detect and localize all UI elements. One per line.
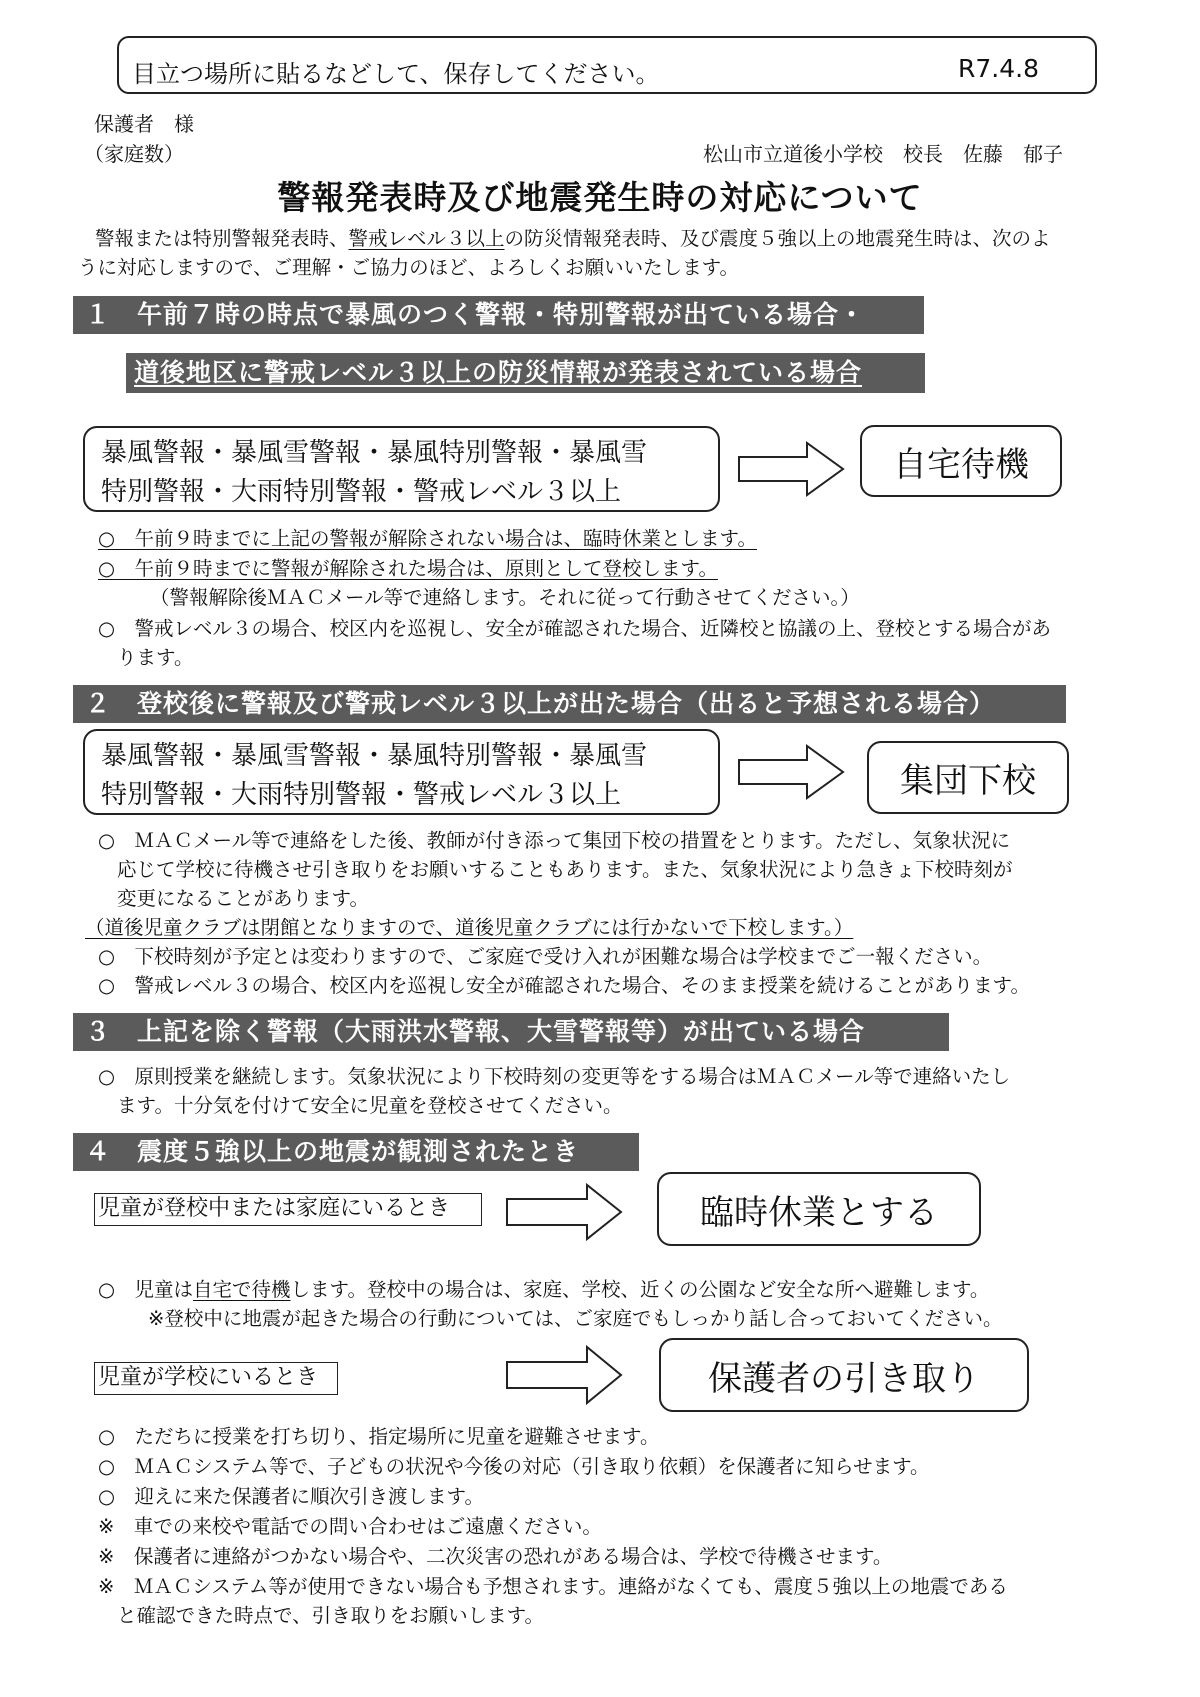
section2-club-note — [85, 913, 853, 943]
case2-item: ○ ただちに授業を打ち切り、指定場所に児童を避難させます。 — [98, 1425, 660, 1448]
right-arrow-icon — [505, 1345, 625, 1405]
case1-bullet-underlined: 自宅で待機 — [193, 1278, 291, 1301]
section2-warning-box — [83, 729, 720, 815]
case1-bullet-text-a: ○ 児童は — [98, 1278, 194, 1301]
section2-bullet-1: ○ ＭＡＣメール等で連絡をした後、教師が付き添って集団下校の措置をとります。ただし、気象状況に — [98, 829, 1011, 852]
section2-result: 集団下校 — [867, 741, 1069, 814]
case1-bullet-text-b: します。登校中の場合は、家庭、学校、近くの公園など安全な所へ避難します。 — [290, 1278, 990, 1301]
right-arrow-icon — [737, 744, 847, 800]
warning-line: 特別警報・大雨特別警報・警戒レベル３以上 — [101, 477, 622, 507]
right-arrow-icon — [737, 441, 847, 497]
intro-line-2: うに対応しますので、ご理解・ご協力のほど、よろしくお願いいたします。 — [78, 256, 740, 279]
section1-subheading: 道後地区に警戒レベル３以上の防災情報が発表されている場合 — [126, 353, 925, 393]
case1-note: ※登校中に地震が起きた場合の行動については、ご家庭でもしっかり話し合っておいてください。 — [148, 1307, 1003, 1330]
recipient: 保護者 様 — [94, 112, 194, 136]
section1-bullet-3-cont: ります。 — [117, 646, 194, 669]
section3-heading: ３ 上記を除く警報（大雨洪水警報、大雪警報等）が出ている場合 — [73, 1013, 949, 1051]
intro-line-1 — [95, 224, 1051, 254]
case2-item: ※ ＭＡＣシステム等が使用できない場合も予想されます。連絡がなくても、震度５強以上の地震である — [98, 1575, 1008, 1598]
intro-text-a: 警報または特別警報発表時、 — [95, 227, 349, 250]
warning-line: 暴風警報・暴風雪警報・暴風特別警報・暴風雪 — [101, 438, 648, 468]
case1-result: 臨時休業とする — [657, 1172, 981, 1246]
case2-item: ○ 迎えに来た保護者に順次引き渡します。 — [98, 1485, 484, 1508]
section2-bullet-3: ○ 警戒レベル３の場合、校区内を巡視し安全が確認された場合、そのまま授業を続けることがあります。 — [98, 974, 1030, 997]
section1-bullet-2 — [98, 554, 718, 584]
intro-underlined: 警戒レベル３以上 — [348, 227, 505, 250]
section2-bullet-1-cont: 変更になることがあります。 — [117, 887, 369, 910]
case2-item: ○ ＭＡＣシステム等で、子どもの状況や今後の対応（引き取り依頼）を保護者に知らせます。 — [98, 1455, 930, 1478]
section4-heading: ４ 震度５強以上の地震が観測されたとき — [73, 1133, 639, 1171]
club-note-text: （道後児童クラブは閉館となりますので、道後児童クラブには行かないで下校します。） — [85, 916, 854, 939]
section3-bullet-1-cont: ます。十分気を付けて安全に児童を登校させてください。 — [117, 1094, 623, 1117]
case2-item: ※ 車での来校や電話での問い合わせはご遠慮ください。 — [98, 1515, 602, 1538]
sender: 松山市立道後小学校 校長 佐藤 郁子 — [703, 142, 1063, 166]
section1-heading: １ 午前７時の時点で暴風のつく警報・特別警報が出ている場合・ — [73, 296, 924, 334]
section1-result: 自宅待機 — [860, 425, 1062, 497]
intro-text-b: の防災情報発表時、及び震度５強以上の地震発生時は、次のよ — [504, 227, 1051, 250]
case1-bullet — [98, 1275, 989, 1305]
bullet-text: ○ 午前９時までに警報が解除された場合は、原則として登校します。 — [98, 557, 718, 580]
recipient-note: （家庭数） — [84, 142, 184, 166]
right-arrow-icon — [505, 1183, 625, 1241]
section2-bullet-1-cont: 応じて学校に待機させ引き取りをお願いすることもあります。また、気象状況により急きょ下校時刻が — [117, 858, 1013, 881]
section2-bullet-2: ○ 下校時刻が予定とは変わりますので、ご家庭で受け入れが困難な場合は学校までご一報ください。 — [98, 945, 993, 968]
page-title: 警報発表時及び地震発生時の対応について — [277, 178, 923, 217]
warning-line: 特別警報・大雨特別警報・警戒レベル３以上 — [101, 780, 622, 810]
section3-bullet-1: ○ 原則授業を継続します。気象状況により下校時刻の変更等をする場合はＭＡＣメール等で連絡いたし — [98, 1065, 1011, 1088]
bullet-text: ○ 午前９時までに上記の警報が解除されない場合は、臨時休業とします。 — [98, 527, 757, 550]
section1-warning-box — [83, 426, 720, 512]
section2-heading: ２ 登校後に警報及び警戒レベル３以上が出た場合（出ると予想される場合） — [73, 685, 1066, 723]
warning-line: 暴風警報・暴風雪警報・暴風特別警報・暴風雪 — [101, 741, 648, 771]
notice-date: R7.4.8 — [958, 54, 1039, 83]
case1-label: 児童が登校中または家庭にいるとき — [94, 1193, 482, 1226]
case2-item: ※ 保護者に連絡がつかない場合や、二次災害の恐れがある場合は、学校で待機させます。 — [98, 1545, 893, 1568]
section1-note: （警報解除後ＭＡＣメール等で連絡します。それに従って行動させてください。） — [150, 586, 860, 609]
case2-result: 保護者の引き取り — [659, 1338, 1029, 1412]
section1-bullet-3: ○ 警戒レベル３の場合、校区内を巡視し、安全が確認された場合、近隣校と協議の上、登校とする場合があ — [98, 617, 1052, 640]
case2-item-cont: と確認できた時点で、引き取りをお願いします。 — [117, 1604, 545, 1627]
notice-text: 目立つ場所に貼るなどして、保存してください。 — [132, 60, 660, 88]
section1-bullet-1 — [98, 524, 757, 554]
case2-label: 児童が学校にいるとき — [94, 1362, 338, 1395]
